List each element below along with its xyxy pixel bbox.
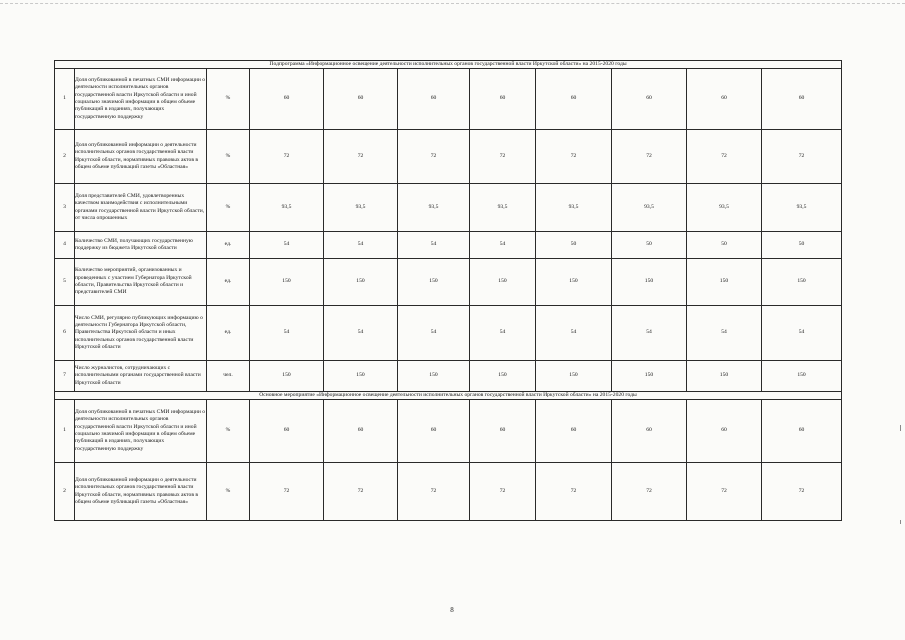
value-cell: 72 (250, 463, 324, 521)
value-cell: 93,5 (536, 184, 612, 232)
value-cell: 93,5 (324, 184, 398, 232)
value-cell: 54 (612, 306, 687, 361)
section-title: Основное мероприятие «Информационное освещение деятельности исполнительных органов государственной власти Иркутской области» на 2015-2020 годы (55, 392, 842, 400)
indicator-name: Число журналистов, сотрудничающих с исполнительными органами государственной власти Иркутской области (75, 361, 207, 392)
value-cell: 50 (687, 232, 762, 259)
value-cell: 150 (612, 259, 687, 306)
value-cell: 93,5 (687, 184, 762, 232)
value-cell: 150 (324, 259, 398, 306)
unit-cell: ед. (207, 306, 250, 361)
value-cell: 72 (398, 130, 470, 184)
value-cell: 60 (762, 69, 842, 130)
unit-cell: % (207, 400, 250, 463)
value-cell: 60 (250, 69, 324, 130)
scan-edge-line (0, 3, 905, 5)
value-cell: 54 (324, 306, 398, 361)
value-cell: 150 (398, 361, 470, 392)
value-cell: 60 (536, 69, 612, 130)
value-cell: 54 (762, 306, 842, 361)
value-cell: 150 (687, 259, 762, 306)
table-body (55, 61, 842, 521)
value-cell: 93,5 (612, 184, 687, 232)
row-number: 6 (55, 306, 75, 361)
value-cell: 54 (250, 232, 324, 259)
row-number: 7 (55, 361, 75, 392)
value-cell: 54 (398, 232, 470, 259)
value-cell: 72 (470, 463, 536, 521)
value-cell: 150 (762, 259, 842, 306)
row-number: 2 (55, 463, 75, 521)
unit-cell: % (207, 69, 250, 130)
value-cell: 72 (324, 130, 398, 184)
row-number: 3 (55, 184, 75, 232)
page-number: 8 (450, 606, 454, 614)
row-number: 1 (55, 400, 75, 463)
value-cell: 150 (536, 259, 612, 306)
table-row (55, 400, 842, 463)
value-cell: 60 (250, 400, 324, 463)
value-cell: 93,5 (398, 184, 470, 232)
indicators-table (54, 60, 842, 521)
value-cell: 60 (612, 69, 687, 130)
value-cell: 150 (762, 361, 842, 392)
indicator-name: Доля представителей СМИ, удовлетворенных качеством взаимодействия с исполнительными органами государственной власти Иркутской области, от числа опрошенных (75, 184, 207, 232)
value-cell: 60 (398, 400, 470, 463)
section-title: Подпрограмма «Информационное освещение деятельности исполнительных органов государственной власти Иркутской области» на 2015-2020 годы (55, 61, 842, 69)
value-cell: 60 (398, 69, 470, 130)
indicator-name: Количество мероприятий, организованных и проведенных с участием Губернатора Иркутской области, Правительства Иркутской области и представителей СМИ (75, 259, 207, 306)
value-cell: 93,5 (470, 184, 536, 232)
table-row (55, 463, 842, 521)
value-cell: 150 (250, 259, 324, 306)
section-header-row (55, 392, 842, 400)
table-row (55, 232, 842, 259)
value-cell: 72 (324, 463, 398, 521)
value-cell: 72 (470, 130, 536, 184)
value-cell: 60 (687, 69, 762, 130)
scan-mark (900, 520, 901, 524)
value-cell: 60 (470, 69, 536, 130)
value-cell: 72 (762, 130, 842, 184)
value-cell: 150 (398, 259, 470, 306)
row-number: 1 (55, 69, 75, 130)
section-header-row (55, 61, 842, 69)
value-cell: 54 (470, 306, 536, 361)
value-cell: 150 (470, 259, 536, 306)
value-cell: 150 (324, 361, 398, 392)
value-cell: 150 (250, 361, 324, 392)
value-cell: 150 (687, 361, 762, 392)
value-cell: 60 (470, 400, 536, 463)
value-cell: 72 (536, 130, 612, 184)
unit-cell: % (207, 184, 250, 232)
value-cell: 72 (398, 463, 470, 521)
value-cell: 72 (762, 463, 842, 521)
value-cell: 54 (470, 232, 536, 259)
unit-cell: ед. (207, 232, 250, 259)
value-cell: 60 (687, 400, 762, 463)
value-cell: 50 (612, 232, 687, 259)
value-cell: 150 (536, 361, 612, 392)
table-row (55, 259, 842, 306)
row-number: 2 (55, 130, 75, 184)
table-row (55, 130, 842, 184)
value-cell: 60 (324, 69, 398, 130)
value-cell: 54 (687, 306, 762, 361)
value-cell: 72 (536, 463, 612, 521)
value-cell: 60 (324, 400, 398, 463)
value-cell: 150 (612, 361, 687, 392)
table-row (55, 361, 842, 392)
indicator-name: Количество СМИ, получающих государственную поддержку из бюджета Иркутской области (75, 232, 207, 259)
value-cell: 50 (762, 232, 842, 259)
value-cell: 54 (324, 232, 398, 259)
table-row (55, 69, 842, 130)
value-cell: 93,5 (250, 184, 324, 232)
value-cell: 54 (250, 306, 324, 361)
value-cell: 93,5 (762, 184, 842, 232)
value-cell: 72 (612, 463, 687, 521)
value-cell: 72 (687, 463, 762, 521)
indicator-name: Доля опубликованной информации о деятельности исполнительных органов государственной власти Иркутской области, нормативных правовых актов в общем объеме публикаций газеты «Областная» (75, 463, 207, 521)
indicator-name: Доля опубликованной информации о деятельности исполнительных органов государственной власти Иркутской области, нормативных правовых актов в общем объеме публикаций газеты «Областная» (75, 130, 207, 184)
table-row (55, 184, 842, 232)
row-number: 5 (55, 259, 75, 306)
value-cell: 72 (612, 130, 687, 184)
indicator-name: Доля опубликованной в печатных СМИ информации о деятельности исполнительных органов государственной власти Иркутской области и иной социально значимой информации в общем объеме публикаций в изданиях, получающих государственную поддержку (75, 400, 207, 463)
value-cell: 54 (398, 306, 470, 361)
value-cell: 54 (536, 306, 612, 361)
scan-mark (900, 425, 901, 431)
indicator-name: Доля опубликованной в печатных СМИ информации о деятельности исполнительных органов государственной власти Иркутской области и иной социально значимой информации в общем объеме публикаций в изданиях, получающих государственную поддержку (75, 69, 207, 130)
value-cell: 150 (470, 361, 536, 392)
value-cell: 60 (762, 400, 842, 463)
value-cell: 60 (612, 400, 687, 463)
row-number: 4 (55, 232, 75, 259)
value-cell: 72 (687, 130, 762, 184)
table-row (55, 306, 842, 361)
indicator-name: Число СМИ, регулярно публикующих информацию о деятельности Губернатора Иркутской области, Правительства Иркутской области и иных исполнительных органов государственной власти Иркутской области (75, 306, 207, 361)
value-cell: 60 (536, 400, 612, 463)
unit-cell: % (207, 130, 250, 184)
unit-cell: ед. (207, 259, 250, 306)
unit-cell: чел. (207, 361, 250, 392)
unit-cell: % (207, 463, 250, 521)
value-cell: 72 (250, 130, 324, 184)
value-cell: 50 (536, 232, 612, 259)
